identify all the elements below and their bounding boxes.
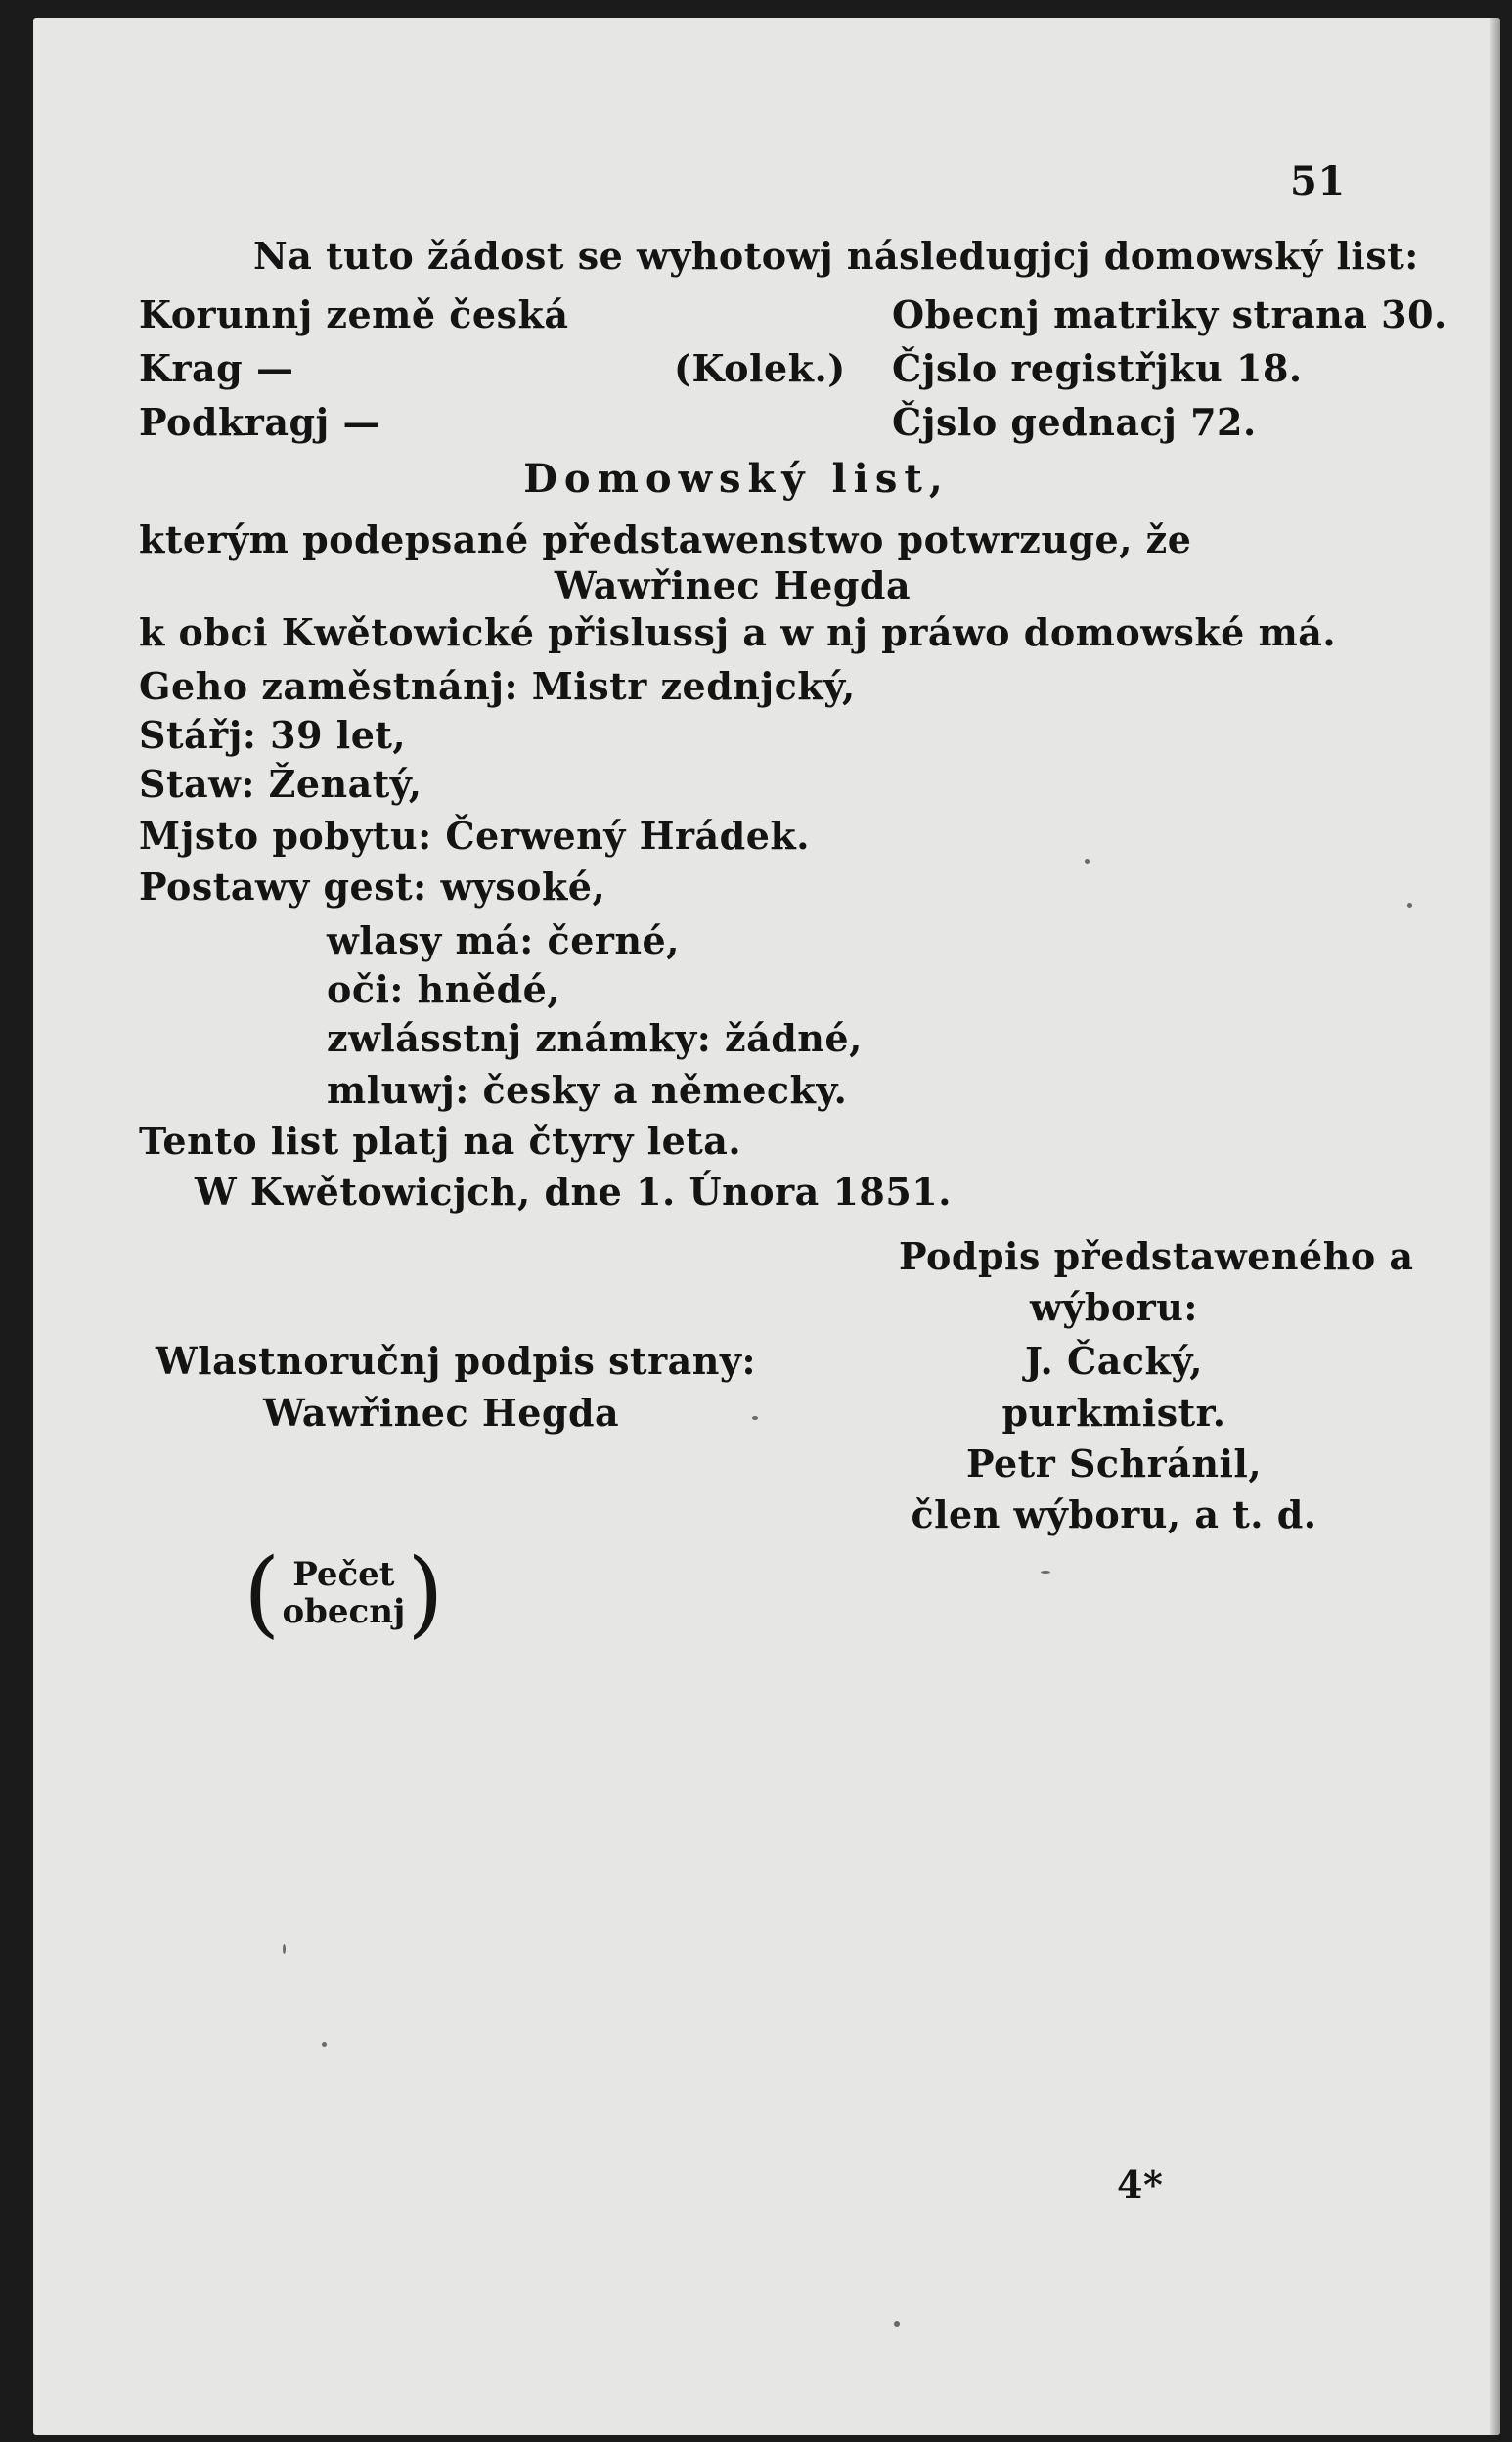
signature-mark: 4* [1117, 2162, 1164, 2206]
residence: Mjsto pobytu: Čerwený Hrádek. [139, 814, 810, 858]
eyes: oči: hnědé, [327, 967, 561, 1011]
committee-label: Podpis předstaweného a [899, 1234, 1414, 1278]
mayor-name: J. Čacký, [1025, 1339, 1203, 1383]
speck [752, 1416, 758, 1420]
validity: Tento list platj na čtyry leta. [139, 1119, 742, 1163]
page-number: 51 [1290, 158, 1346, 204]
seal-line: obecnj [282, 1592, 406, 1631]
party-signature-name: Wawřinec Hegda [263, 1391, 620, 1435]
stature: Postawy gest: wysoké, [139, 865, 606, 909]
speck [322, 2042, 327, 2047]
certificate-line: kterým podepsané předstawenstwo potwrzuge, že [139, 517, 1192, 561]
committee-label-cont: wýboru: [1030, 1285, 1198, 1329]
special-marks: zwlásstnj známky: žádné, [327, 1016, 863, 1060]
party-signature-label: Wlastnoručnj podpis strany: [156, 1339, 756, 1383]
marital-status: Staw: Ženatý, [139, 762, 422, 806]
speck [283, 1944, 286, 1954]
registry-municipal-register: Obecnj matriky strana 30. [892, 292, 1447, 336]
certificate-line: k obci Kwětowické přislussj a w nj práwo domowské má. [139, 610, 1337, 654]
languages: mluwj: česky a německy. [327, 1068, 848, 1112]
file-number: Čjslo gednacj 72. [892, 400, 1257, 444]
speck [1085, 859, 1090, 864]
speck [1407, 903, 1412, 908]
registry-district: Krag — [139, 346, 294, 390]
member-title: člen wýboru, a t. d. [911, 1492, 1317, 1536]
member-name: Petr Schránil, [965, 1442, 1263, 1486]
page-edge-shadow [1489, 18, 1500, 2435]
registry-subdistrict: Podkragj — [139, 400, 380, 444]
registry-crown-land: Korunnj země česká [139, 292, 569, 336]
seal-paren-right: ) [407, 1538, 444, 1648]
registry-number: Čjslo registřjku 18. [892, 346, 1303, 390]
seal-line: Pečet [292, 1555, 395, 1594]
intro-line: Na tuto žádost se wyhotowj následugjcj domowský list: [253, 234, 1419, 278]
speck [894, 2321, 900, 2327]
municipal-seal [244, 1538, 444, 1648]
book-page [33, 18, 1500, 2435]
place-and-date: W Kwětowicjch, dne 1. Února 1851. [195, 1170, 952, 1214]
occupation: Geho zaměstnánj: Mistr zednjcký, [139, 664, 856, 708]
speck [1041, 1571, 1050, 1574]
certificate-title: Domowský list, [523, 456, 950, 502]
hair: wlasy má: černé, [327, 918, 680, 962]
seal-paren-left: ( [244, 1538, 281, 1648]
mayor-title: purkmistr. [1001, 1391, 1226, 1435]
stamp-placeholder: (Kolek.) [674, 346, 846, 390]
holder-name: Wawřinec Hegda [554, 563, 912, 607]
age: Stářj: 39 let, [139, 713, 407, 757]
